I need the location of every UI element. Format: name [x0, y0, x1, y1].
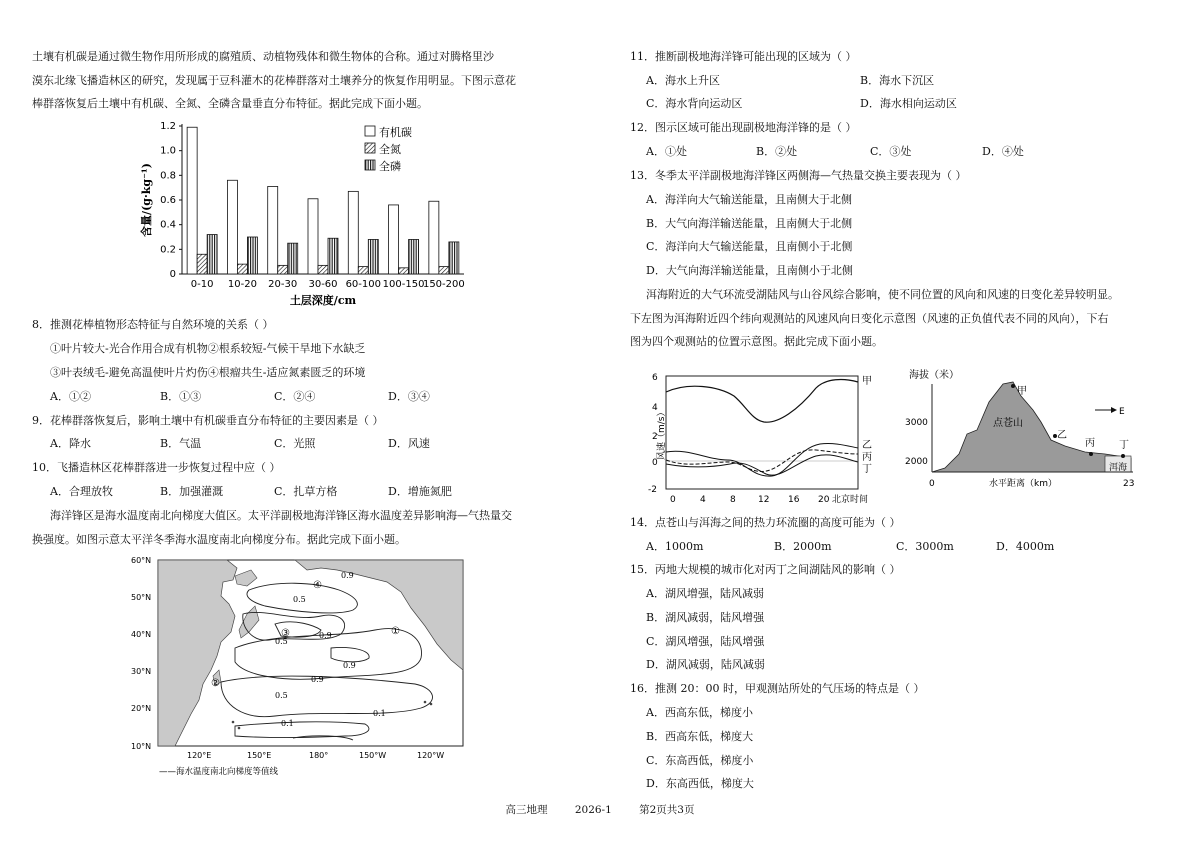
q8-option-c[interactable]: C．②④ [274, 390, 316, 403]
y-tick-label: 1.0 [160, 145, 176, 157]
legend-label: 全氮 [379, 143, 401, 156]
q14-option-d[interactable]: D．4000m [996, 540, 1055, 553]
svg-text:30°N: 30°N [131, 667, 152, 676]
erhai-intro-line-1: 洱海附近的大气环流受湖陆风与山谷风综合影响，使不同位置的风向和风速的日变化差异较明显。 [646, 288, 1119, 301]
page-footer [0, 802, 1200, 817]
svg-text:12: 12 [758, 495, 770, 505]
contour-label: 0.9 [341, 571, 354, 580]
bar-total-nitrogen [197, 254, 207, 274]
ocean-intro-line-1: 海洋锋区是海水温度南北向梯度大值区。太平洋副极地海洋锋区海水温度差异影响海—气热量交 [50, 509, 512, 522]
q13-option-d[interactable]: D．大气向海洋输送能量，且南侧小于北侧 [646, 264, 853, 277]
svg-text:180°: 180° [309, 751, 329, 760]
svg-text:-2: -2 [648, 485, 657, 495]
svg-text:120°W: 120°W [417, 751, 445, 760]
map-legend: ——海水温度南北向梯度等值线 [159, 767, 279, 777]
q15-option-c[interactable]: C．湖风增强，陆风增强 [646, 635, 765, 648]
bar-organic-carbon [227, 180, 237, 274]
q16-option-b[interactable]: B．西高东低，梯度大 [646, 730, 754, 743]
q14-option-c[interactable]: C．3000m [896, 540, 954, 553]
q10-option-b[interactable]: B．加强灌溉 [160, 485, 224, 498]
q8-statements-2: ③叶表绒毛-避免高温使叶片灼伤④根瘤共生-适应氮素匮乏的环境 [50, 366, 366, 379]
q15-stem: 15．丙地大规模的城市化对丙丁之间湖陆风的影响（ ） [630, 563, 901, 576]
svg-text:23: 23 [1123, 479, 1135, 489]
mountain-profile [932, 382, 1131, 472]
q12-option-c[interactable]: C．③处 [870, 145, 912, 158]
q8-option-b[interactable]: B．①③ [160, 390, 202, 403]
wind-curve-jia [666, 380, 858, 423]
terrain-station-ding: 丁 [1119, 440, 1129, 451]
q11-stem: 11．推断副极地海洋锋可能出现的区域为（ ） [630, 50, 857, 63]
q8-stem: 8．推测花棒植物形态特征与自然环境的关系（ ） [32, 318, 274, 331]
svg-text:4: 4 [700, 495, 706, 505]
station-label-bing: 丙 [862, 452, 872, 463]
bar-total-phosphorus [207, 235, 217, 274]
q14-stem: 14．点苍山与洱海之间的热力环流圈的高度可能为（ ） [630, 516, 901, 529]
bar-organic-carbon [348, 191, 358, 274]
y-tick-label: 0.2 [160, 244, 176, 256]
contour-label: 0.9 [311, 675, 324, 684]
svg-text:3000: 3000 [905, 418, 928, 428]
q16-option-d[interactable]: D．东高西低，梯度大 [646, 777, 754, 790]
bar-organic-carbon [268, 186, 278, 274]
terrain-ylabel: 海拔（米） [909, 370, 959, 381]
marker-1: ① [391, 626, 400, 637]
bar-total-phosphorus [368, 239, 378, 274]
bar-chart-legend [365, 125, 412, 173]
pacific-gradient-map [125, 552, 470, 782]
wind-ylabel: 风速（m/s） [657, 407, 667, 460]
bar-total-nitrogen [278, 265, 288, 274]
q12-option-b[interactable]: B．②处 [756, 145, 798, 158]
footer-subject: 高三地理 [505, 804, 548, 816]
x-tick-label: 60-100 [345, 279, 381, 290]
y-tick-label: 0.4 [160, 219, 176, 231]
bar-total-phosphorus [247, 237, 257, 274]
terrain-station-bing: 丙 [1085, 438, 1095, 449]
soil-nutrient-bar-chart [130, 118, 470, 310]
y-tick-label: 0.6 [160, 195, 176, 206]
svg-text:0: 0 [652, 458, 658, 468]
q10-option-d[interactable]: D．增施氮肥 [388, 485, 452, 498]
station-label-jia: 甲 [862, 376, 872, 387]
q11-option-a[interactable]: A．海水上升区 [646, 74, 720, 87]
legend-swatch [365, 143, 375, 153]
marker-2: ② [211, 678, 220, 689]
q14-option-a[interactable]: A．1000m [646, 540, 704, 553]
q10-stem: 10．飞播造林区花棒群落进一步恢复过程中应（ ） [32, 461, 281, 474]
mountain-label: 点苍山 [993, 418, 1023, 429]
q15-option-a[interactable]: A．湖风增强，陆风减弱 [646, 587, 764, 600]
contour-label: 0.1 [373, 709, 386, 718]
q10-option-c[interactable]: C．扎草方格 [274, 485, 338, 498]
svg-text:2: 2 [652, 432, 658, 442]
svg-text:10°N: 10°N [131, 742, 152, 751]
x-tick-label: 20-30 [268, 279, 298, 290]
bar-organic-carbon [308, 199, 318, 274]
lake-label: 洱海 [1109, 463, 1128, 473]
q9-option-c[interactable]: C．光照 [274, 437, 316, 450]
svg-text:150°W: 150°W [359, 751, 387, 760]
q9-option-a[interactable]: A．降水 [50, 437, 91, 450]
marker-3: ③ [281, 628, 290, 639]
svg-text:0: 0 [670, 495, 676, 505]
q16-option-c[interactable]: C．东高西低，梯度小 [646, 754, 754, 767]
bar-total-phosphorus [409, 239, 419, 274]
svg-text:20°N: 20°N [131, 704, 152, 713]
q13-option-a[interactable]: A．海洋向大气输送能量，且南侧大于北侧 [646, 193, 852, 206]
wind-xlabel: 北京时间 [832, 495, 869, 505]
contour-label: 0.5 [293, 595, 306, 604]
bar-total-phosphorus [288, 243, 298, 274]
q8-option-d[interactable]: D．③④ [388, 390, 430, 403]
q9-option-d[interactable]: D．风速 [388, 437, 430, 450]
x-tick-label: 30-60 [308, 279, 338, 290]
x-axis-label: 土层深度/cm [289, 294, 357, 307]
q13-option-b[interactable]: B．大气向海洋输送能量，且南侧大于北侧 [646, 217, 853, 230]
svg-text:60°N: 60°N [131, 556, 152, 565]
x-tick-label: 10-20 [227, 279, 257, 290]
footer-date: 2026-1 [574, 804, 612, 816]
svg-text:8: 8 [730, 495, 736, 505]
station-label-ding: 丁 [862, 464, 872, 475]
terrain-station-jia: 甲 [1017, 386, 1027, 397]
legend-swatch [365, 160, 375, 170]
contour-label: 0.5 [275, 637, 288, 646]
y-tick-label: 1.2 [160, 121, 176, 132]
station-label-yi: 乙 [862, 440, 872, 451]
svg-text:50°N: 50°N [131, 593, 152, 602]
bar-total-nitrogen [318, 265, 328, 274]
svg-text:2000: 2000 [905, 457, 928, 467]
bar-total-nitrogen [439, 267, 449, 274]
contour-label: 0.9 [319, 631, 332, 640]
ocean-intro-line-2: 换强度。如图示意太平洋冬季海水温度南北向梯度分布。据此完成下面小题。 [32, 533, 406, 546]
terrain-profile-chart [905, 364, 1145, 494]
intro-line-3: 棒群落恢复后土壤中有机碳、全氮、全磷含量垂直分布特征。据此完成下面小题。 [32, 97, 428, 110]
east-arrow-label: E [1119, 407, 1125, 417]
y-tick-label: 0 [169, 269, 176, 280]
wind-speed-chart [648, 364, 898, 512]
svg-text:20: 20 [818, 495, 830, 505]
erhai-intro-line-3: 图为四个观测站的位置示意图。据此完成下面小题。 [630, 335, 883, 348]
y-axis-label: 含量/(g·kg⁻¹) [140, 163, 153, 237]
contour-label: 0.9 [343, 661, 356, 670]
erhai-intro-line-2: 下左图为洱海附近四个纬向观测站的风速风向日变化示意图（风速的正负值代表不同的风向），下右 [630, 312, 1109, 325]
bar-total-nitrogen [399, 268, 409, 274]
latitude-labels [131, 556, 151, 751]
bar-total-phosphorus [449, 242, 459, 274]
longitude-labels [187, 751, 444, 760]
q8-option-a[interactable]: A．①② [50, 390, 91, 403]
q14-option-b[interactable]: B．2000m [774, 540, 832, 553]
terrain-station-yi: 乙 [1057, 430, 1067, 441]
contour-label: 0.1 [281, 719, 294, 728]
x-tick-label: 100-150 [382, 279, 425, 290]
svg-text:16: 16 [788, 495, 800, 505]
q12-option-a[interactable]: A．①处 [646, 145, 687, 158]
legend-swatch [365, 126, 375, 136]
q16-option-a[interactable]: A．西高东低，梯度小 [646, 706, 753, 719]
q13-option-c[interactable]: C．海洋向大气输送能量，且南侧小于北侧 [646, 240, 853, 253]
bar-organic-carbon [389, 205, 399, 274]
q11-option-d[interactable]: D．海水相向运动区 [860, 97, 957, 110]
svg-text:0: 0 [929, 479, 935, 489]
y-tick-label: 0.8 [160, 170, 176, 182]
x-tick-label: 0-10 [190, 279, 214, 290]
svg-text:4: 4 [652, 403, 658, 413]
wind-curve-bing [666, 450, 858, 472]
q8-statements-1: ①叶片较大-光合作用合成有机物②根系较短-气候干旱地下水缺乏 [50, 342, 366, 355]
x-tick-label: 150-200 [422, 279, 465, 290]
q9-option-b[interactable]: B．气温 [160, 437, 202, 450]
q16-stem: 16．推测 20：00 时，甲观测站所处的气压场的特点是（ ） [630, 682, 925, 695]
bar-chart-bars [187, 127, 465, 290]
wind-curve-ding [666, 455, 858, 475]
q11-option-b[interactable]: B．海水下沉区 [860, 74, 935, 87]
q11-option-c[interactable]: C．海水背向运动区 [646, 97, 743, 110]
marker-4: ④ [313, 580, 322, 591]
q15-option-b[interactable]: B．湖风减弱，陆风增强 [646, 611, 765, 624]
terrain-xlabel: 水平距离（km） [989, 479, 1057, 489]
q9-stem: 9．花棒群落恢复后，影响土壤中有机碳垂直分布特征的主要因素是（ ） [32, 414, 384, 427]
bar-total-phosphorus [328, 238, 338, 274]
right-column [600, 0, 1200, 847]
bar-organic-carbon [429, 201, 439, 274]
q12-option-d[interactable]: D．④处 [982, 145, 1024, 158]
svg-text:120°E: 120°E [187, 751, 212, 760]
footer-page: 第2页共3页 [639, 804, 695, 816]
contour-label: 0.5 [275, 691, 288, 700]
bar-total-nitrogen [358, 267, 368, 274]
intro-line-1: 土壤有机碳是通过微生物作用所形成的腐殖质、动植物残体和微生物体的合称。通过对腾格里沙 [32, 50, 494, 63]
q13-stem: 13．冬季太平洋副极地海洋锋区两侧海—气热量交换主要表现为（ ） [630, 169, 967, 182]
q10-option-a[interactable]: A．合理放牧 [50, 485, 113, 498]
legend-label: 有机碳 [379, 126, 412, 139]
svg-text:40°N: 40°N [131, 630, 152, 639]
svg-text:6: 6 [652, 373, 658, 383]
intro-line-2: 漠东北缘飞播造林区的研究，发现属于豆科灌木的花棒群落对土壤养分的恢复作用明显。下图示意花 [32, 74, 516, 87]
q15-option-d[interactable]: D．湖风减弱，陆风减弱 [646, 658, 765, 671]
svg-text:150°E: 150°E [247, 751, 272, 760]
q12-stem: 12．图示区域可能出现副极地海洋锋的是（ ） [630, 121, 857, 134]
bar-total-nitrogen [237, 264, 247, 274]
legend-label: 全磷 [379, 160, 401, 173]
bar-organic-carbon [187, 127, 197, 274]
